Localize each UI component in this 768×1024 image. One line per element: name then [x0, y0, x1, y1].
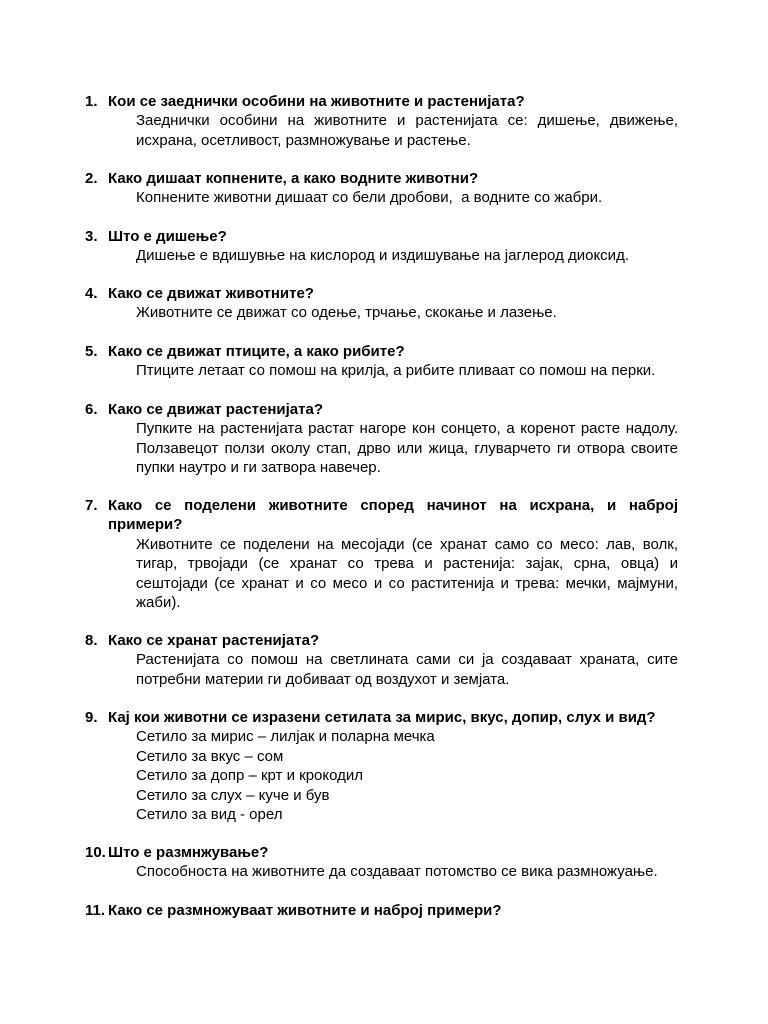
answer-text: Заеднички особини на животните и растенијата се: дишење, движење, исхрана, осетливост, размножување и растење.	[136, 112, 678, 149]
question-8	[85, 631, 678, 650]
question-text: Како дишаат копнените, а како водните животни?	[108, 170, 479, 187]
question-number: 4.	[85, 285, 98, 302]
answer-line-touch: Сетило за допр – крт и крокодил	[136, 767, 364, 785]
answer-text: Способноста на животните да создаваат потомство се вика размножуање.	[136, 863, 658, 881]
question-text: Како се движат растенијата?	[108, 401, 323, 418]
answer-text: Животните се поделени на месојади (се хранат само со месо: лав, волк, тигар, трвојади (се хранат со трева и растенија: зајак, срна, овца) и сештојади (се хранат и со месо и со раститенија и трева: мечки, мајмуни, жаби).	[136, 535, 678, 612]
answer-line-smell: Сетило за мирис – лилјак и поларна мечка	[136, 728, 435, 746]
question-number: 6.	[85, 401, 98, 418]
question-item-10	[85, 843, 678, 882]
question-number: 9.	[85, 709, 98, 726]
answer-line-sight: Сетило за вид - орел	[136, 806, 283, 824]
answer-text: Пупките на растенијата растат нагоре кон сонцето, а коренот расте надолу. Ползавецот ползи околу стап, дрво или жица, глуварчето ги отвора своите пупки наутро и ги затвора навечер.	[136, 420, 678, 477]
answer-text: Копнените животни дишаат со бели дробови, а водните со жабри.	[136, 189, 603, 207]
question-11	[85, 901, 678, 920]
question-5	[85, 342, 678, 361]
answer-text: Растенијата со помош на светлината сами си ја создаваат храната, сите потребни материи ги добиваат од воздухот и земјата.	[136, 651, 678, 688]
question-item-2	[85, 169, 678, 208]
question-9	[85, 708, 678, 727]
question-text: Како се размножуваат животните и наброј примери?	[108, 902, 502, 919]
question-number: 8.	[85, 632, 98, 649]
question-text: Како се движат животните?	[108, 285, 314, 302]
question-item-8	[85, 631, 678, 689]
question-text: Што е дишење?	[108, 228, 227, 245]
question-text: Кои се заеднички особини на животните и растенијата?	[108, 93, 525, 110]
question-text: Што е размнжување?	[108, 844, 269, 861]
question-item-1	[85, 92, 678, 150]
question-text: Како се движат птиците, а како рибите?	[108, 343, 405, 360]
question-number: 11.	[85, 902, 106, 919]
question-10	[85, 843, 678, 862]
question-item-11	[85, 901, 678, 920]
question-item-6	[85, 400, 678, 478]
question-number: 3.	[85, 228, 98, 245]
question-text: Како се поделени животните според начинот на исхрана, и наброј примери?	[108, 497, 678, 534]
answer-text: Птиците летаат со помош на крилја, а рибите пливаат со помош на перки.	[136, 362, 656, 380]
answer-line-taste: Сетило за вкус – сом	[136, 747, 284, 765]
answer-text: Дишење е вдишувње на кислород и издишување на јаглерод диоксид.	[136, 247, 629, 265]
question-6	[85, 400, 678, 419]
question-number: 10.	[85, 844, 106, 861]
question-item-5	[85, 342, 678, 381]
answer-line-hearing: Сетило за слух – куче и був	[136, 786, 330, 804]
question-item-3	[85, 227, 678, 266]
question-text: Како се хранат растенијата?	[108, 632, 320, 649]
question-number: 5.	[85, 343, 98, 360]
question-4	[85, 284, 678, 303]
question-text: Кај кои животни се изразени сетилата за мирис, вкус, допир, слух и вид?	[108, 709, 656, 726]
question-number: 2.	[85, 170, 98, 187]
question-item-4	[85, 284, 678, 323]
question-7	[85, 496, 678, 535]
answer-text: Животните се движат со одење, трчање, скокање и лазење.	[136, 304, 557, 322]
question-number: 7.	[85, 497, 98, 514]
question-2	[85, 169, 678, 188]
question-number: 1.	[85, 93, 98, 110]
question-item-9	[85, 708, 678, 824]
question-item-7	[85, 496, 678, 612]
question-1	[85, 92, 678, 111]
question-3	[85, 227, 678, 246]
